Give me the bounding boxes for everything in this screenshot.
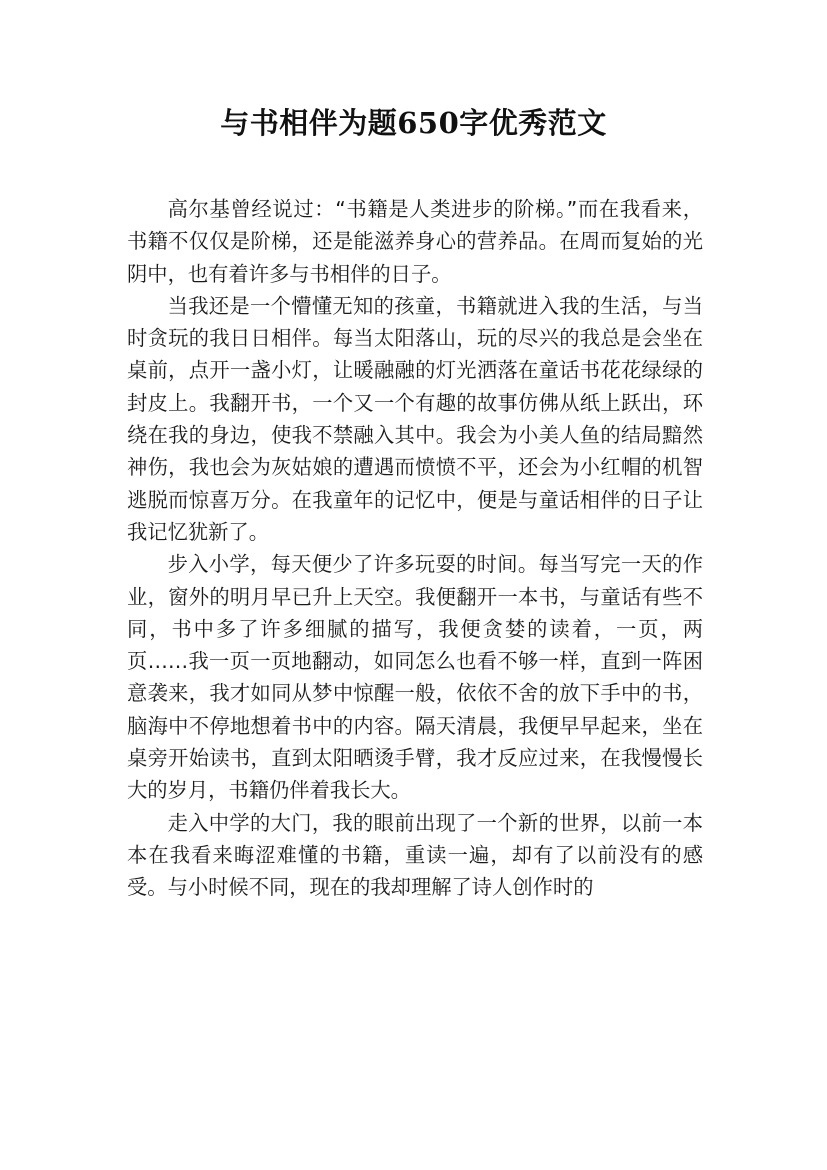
- paragraph-4: 走入中学的大门，我的眼前出现了一个新的世界，以前一本本在我看来晦涩难懂的书籍，重读一遍，却有了以前没有的感受。与小时候不同，现在的我却理解了诗人创作时的: [127, 810, 703, 900]
- document-body: [127, 193, 703, 904]
- paragraph-3: 步入小学，每天便少了许多玩耍的时间。每当写完一天的作业，窗外的明月早已升上天空。我便翻开一本书，与童话有些不同，书中多了许多细腻的描写，我便贪婪的读着，一页，两页……我一页一页地翻动，如同怎么也看不够一样，直到一阵困意袭来，我才如同从梦中惊醒一般，依依不舍的放下手中的书，脑海中不停地想着书中的内容。隔天清晨，我便早早起来，坐在桌旁开始读书，直到太阳晒烫手臂，我才反应过来，在我慢慢长大的岁月，书籍仍伴着我长大。: [127, 552, 703, 803]
- paragraph-2: 当我还是一个懵懂无知的孩童，书籍就进入我的生活，与当时贪玩的我日日相伴。每当太阳落山，玩的尽兴的我总是会坐在桌前，点开一盏小灯，让暖融融的灯光洒落在童话书花花绿绿的封皮上。我翻开书，一个又一个有趣的故事仿佛从纸上跃出，环绕在我的身边，使我不禁融入其中。我会为小美人鱼的结局黯然神伤，我也会为灰姑娘的遭遇而愤愤不平，还会为小红帽的机智逃脱而惊喜万分。在我童年的记忆中，便是与童话相伴的日子让我记忆犹新了。: [127, 293, 703, 544]
- document-title: 与书相伴为题650字优秀范文: [220, 106, 607, 140]
- paragraph-1: 高尔基曾经说过：“书籍是人类进步的阶梯。”而在我看来，书籍不仅仅是阶梯，还是能滋养身心的营养品。在周而复始的光阴中，也有着许多与书相伴的日子。: [127, 197, 703, 286]
